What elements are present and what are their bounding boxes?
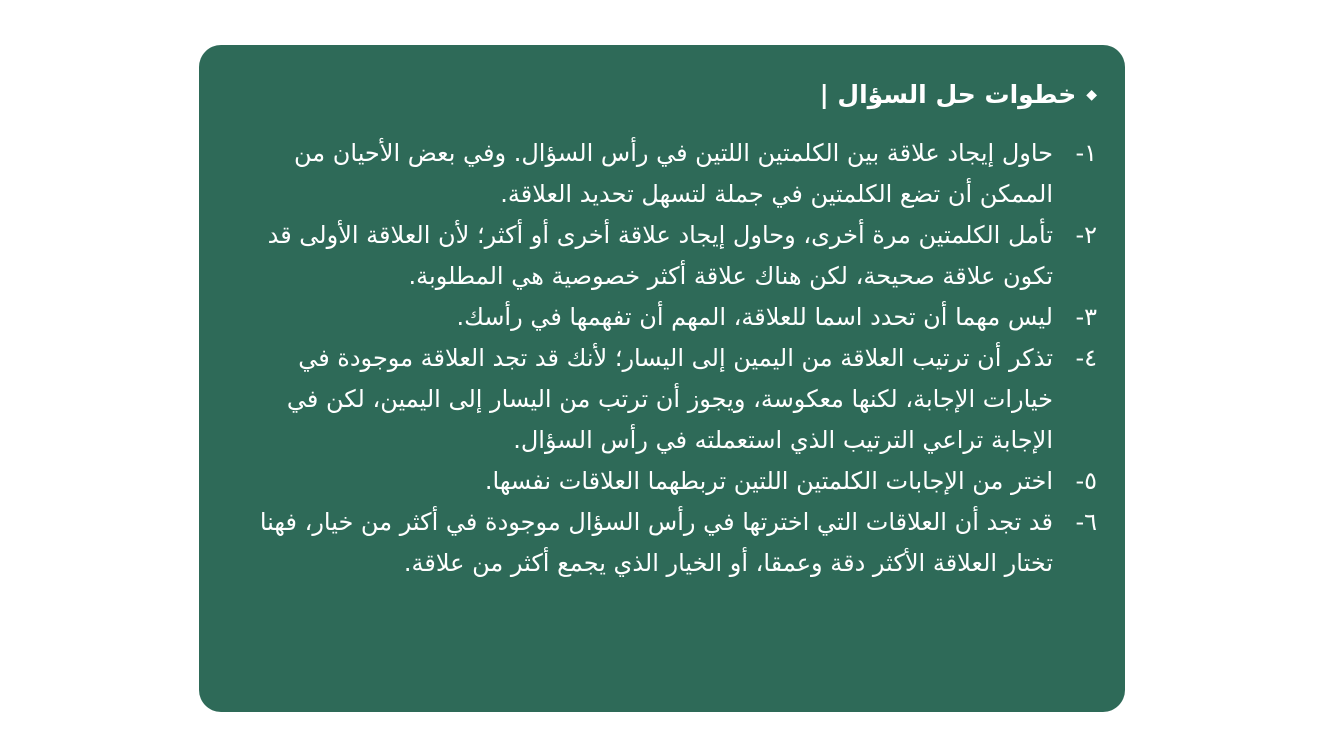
step-item — [239, 461, 1097, 502]
step-text: حاول إيجاد علاقة بين الكلمتين اللتين في رأس السؤال. وفي بعض الأحيان من الممكن أن تضع الكلمتين في جملة لتسهل تحديد العلاقة. — [294, 139, 1053, 208]
step-item — [239, 215, 1097, 297]
step-text: ليس مهما أن تحدد اسما للعلاقة، المهم أن تفهمها في رأسك. — [456, 303, 1053, 331]
step-number: ٤- — [1075, 344, 1097, 372]
step-number: ٢- — [1075, 221, 1097, 249]
heading-title: خطوات حل السؤال | — [819, 80, 1077, 109]
step-number: ٣- — [1075, 303, 1097, 331]
step-number: ٥- — [1075, 467, 1097, 495]
step-item — [239, 297, 1097, 338]
step-item — [239, 133, 1097, 215]
step-text: اختر من الإجابات الكلمتين اللتين تربطهما العلاقات نفسها. — [484, 467, 1053, 495]
step-number: ٦- — [1075, 508, 1097, 536]
step-number: ١- — [1075, 139, 1097, 167]
step-item — [239, 338, 1097, 461]
card-heading — [239, 75, 1097, 115]
step-text: تأمل الكلمتين مرة أخرى، وحاول إيجاد علاقة أخرى أو أكثر؛ لأن العلاقة الأولى قد تكون علاقة صحيحة، لكن هناك علاقة أكثر خصوصية هي المطلوبة. — [267, 221, 1053, 290]
step-item — [239, 502, 1097, 584]
steps-card — [199, 45, 1125, 712]
diamond-bullet-icon: ◆ — [1086, 87, 1097, 103]
step-text: قد تجد أن العلاقات التي اخترتها في رأس السؤال موجودة في أكثر من خيار، فهنا تختار العلاقة الأكثر دقة وعمقا، أو الخيار الذي يجمع أكثر من علاقة. — [259, 508, 1053, 577]
step-text: تذكر أن ترتيب العلاقة من اليمين إلى اليسار؛ لأنك قد تجد العلاقة موجودة في خيارات الإجابة، لكنها معكوسة، ويجوز أن ترتب من اليسار إلى اليمين، لكن في الإجابة تراعي الترتيب الذي استعملته في رأس السؤال. — [286, 344, 1053, 454]
steps-list — [239, 133, 1097, 584]
